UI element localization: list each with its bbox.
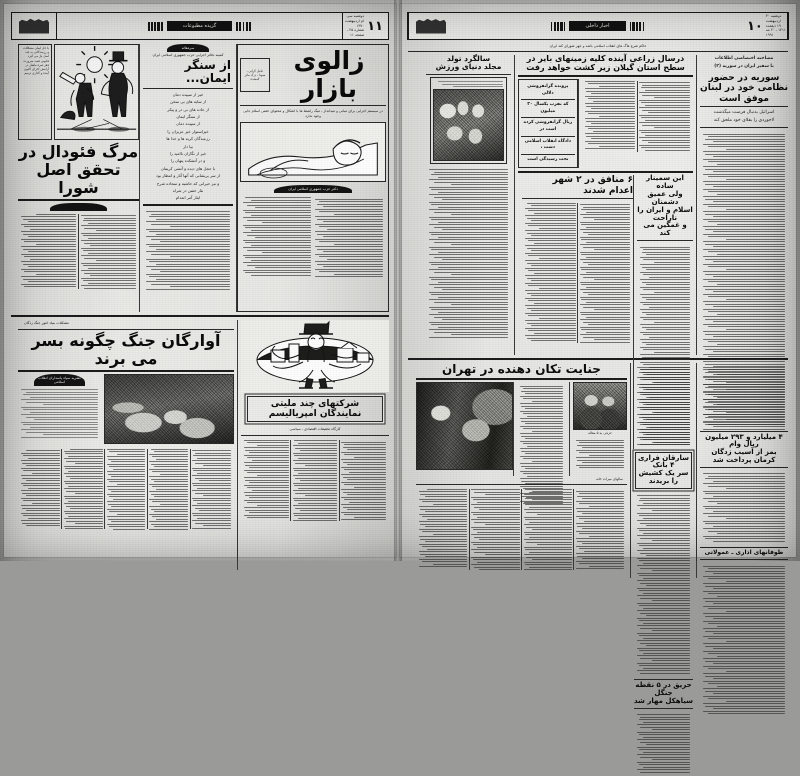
editorial-body-text [143,208,233,294]
anniversary-body-text [426,166,511,342]
refugees-headline: آوارگان جنگ چگونه بسر می برند [31,331,221,368]
loan-body-text [700,470,788,546]
left-masthead [11,12,389,40]
left-bottom-block [11,320,389,570]
fire-body-text [634,711,693,776]
barcode-left-icon [551,22,566,31]
right-top-strip-note: حاکم شرع هاگ های انقلاب اسلامی باشد و جهر شورای کند ایران [408,43,788,52]
misc-headline: طوفانهای اداری ـ عمولاتی [704,549,784,557]
loan-headline-1: ۴ میلیارد و ۲۹۳ میلیون ریال وام [705,432,783,449]
right-page [400,4,796,705]
right-logo [408,13,453,39]
right-top-block [408,55,788,355]
right-date-line-2: ۱۹ ذیقعده ۱۴۱۱ ـ ۲۰ مه ۱۹۹۱ [765,23,786,38]
poem-line: و نیز حیرانی که حاشیه و سجاده شرح [156,180,220,186]
right-banner-label: اخبار داخلی [569,21,625,31]
refugees-lead-text [18,386,101,442]
feudal-body-text [18,212,139,292]
zaloo-deck: در سیستم اجرایی برای مبانی و میدانداز ـ میگ راهبط ها با اشکال و محتوای خفتی اسلام جایی وجود ندارد [243,109,383,119]
poem-line: از سپیده دمان [176,121,200,127]
syria-headline: سوریه در حضور نظامی خود در لبنان موفق است [700,73,788,104]
boxed-news-line: پرونده گرانفروشی دلالی [521,82,575,100]
right-page-number: ۱۰ [747,18,763,34]
boxed-news-line: دادگاه انقلاب اسلامی دشت ، [521,137,575,155]
page-gutter [394,0,402,561]
boxed-news-line: تحت رسیدگی است [527,156,569,162]
right-page-number-block [742,13,788,39]
multinational-headline-1: شرکتهای چند ملیتی [270,399,360,409]
zaloo-body-text [240,195,386,309]
misc-body-text [700,562,788,718]
uncle-sam-octopus-cartoon [241,320,389,392]
left-logo [12,13,57,39]
poem-line: از سنگر ایمان [176,114,200,120]
refugees-kicker: مشکلات بنیاد امور جنگ زدگان [24,321,69,325]
boxed-news-line: که نفرب یکسال ۳۰ میلیون [521,100,575,118]
ettelaat-logo-icon [416,19,446,34]
seminar-headline-1: این سمینار ساده [646,174,684,191]
barcode-right-icon [148,22,163,31]
poem-line: از سایه های بی سخن [170,99,206,105]
seminar-headline-3: اسلام و ایران را ناراحت [637,205,693,222]
zaloo-bazar-headline: زالوی بازار [293,46,365,103]
right-bottom-block [408,362,788,705]
multinational-article [237,320,389,570]
suspects-caption: حرفی به ۵ مقاله [588,431,612,436]
left-editorial-column [139,44,237,312]
poem-line: نثار خفتن در شراه [172,187,204,193]
right-bottom-sidebar [696,363,788,578]
left-page [4,4,396,557]
crime-photo-caption: سالهای میراث خانه [595,477,623,482]
anniversary-article [426,55,514,355]
poem-line: رزمندگان کربه ها و خدا ها [166,136,210,142]
seminar-headline-4: و غمگین می کند [643,221,687,238]
syria-deck-1: اسرائیل بدنبال فرصت میگذشت [713,109,775,115]
ettelaat-logo-icon [19,19,49,34]
gilan-headline: درسال زراعی آینده کلیه زمینهای بایر در سطح استان گیلان زیر کشت خواهد رفت [526,54,685,72]
cartoon-caption: با حل ایمان مشکلات و رزمندگانی به چند اصل باز می گیرد قانونی قصد ضرورت فقر ثمره ماهیار در آرامش اجرای اکنون آینده و گذاری ترمیم [23,46,49,76]
robbery-intro-text [634,363,693,449]
left-cartoon-column [18,44,139,312]
left-page-number-block [342,13,388,39]
left-date-line-1: دوشنبه سی ام اردیبهشت ۱۳۷۰ [344,13,365,28]
zaloo-side-note: عامل گرانی ـ سودا ـ درک ماتر گمشده [244,68,266,82]
feudal-source-chip [50,203,107,211]
refugees-source-chip: نشریه سپاه پاسداران انقلاب اسلامی [34,374,85,386]
refugees-article [18,320,237,570]
fire-headline-1: حریق در ۵ نقطه جنگل [635,681,692,698]
robbery-headline-1: سارقان فراری ۴ بانک [638,453,689,470]
suspects-portrait-photo [573,382,627,430]
execution-headline-1: ۶ منافق در ۲ شهر [552,175,633,186]
multinational-headline-2: نمایندگان امپریالیسم [268,409,362,420]
left-lead-column [237,44,389,312]
execution-headline-2: اعدام شدند [583,185,633,196]
poem-line: از سر پریشانی که آنها آثار و انتظار بود [156,173,220,179]
anniversary-line-2: مجلد دنیای ورزش [435,62,502,72]
editorial-poem [143,91,233,202]
group-portrait-photo [433,89,504,161]
multinational-kicker: کارگاه تحقیقات اقتصادی ـ سیاسی [289,427,341,432]
feudal-headline: مرگ فئودال در تحقق اصل شورا [18,142,139,197]
syria-interview-article [696,55,788,355]
robbery-headline-2: سر یک کشیش را بریدند [638,469,689,486]
poem-line: خیزاستوار خیز عزیزان را [167,128,209,134]
barcode-left-icon [236,22,251,31]
execution-body-text [522,201,633,346]
poem-line: بپا دار [183,143,193,149]
suspects-text [573,436,627,472]
hospital-patient-illustration [240,122,386,182]
left-banner-label: گزیده مطبوعات [167,21,232,31]
poem-line: با حجل های دیده و آتشی کریمان [160,165,216,171]
right-masthead [407,12,789,40]
editorial-headline: از سنگر ایمان... [184,58,231,86]
crime-article [416,363,630,578]
refugee-camp-photo [104,374,234,444]
anniversary-line-1: سالگرد تولد [446,54,491,64]
left-banner [57,21,342,31]
fire-headline-2: سیاهکل مهار شد [634,697,693,705]
loan-headline-2: بمز از آسیب زدگان کرمان پرداخت شد [711,448,777,465]
poem-line: ایثار آمر انعدام [175,195,201,201]
syria-deck-2: لاجوردی را بقلای خود ملحق کند [713,118,775,123]
political-cartoon-sun-soldier [54,44,139,140]
refugees-body-text [18,447,234,531]
boxed-news-line: ریال گرانفروشی کرده است در [521,118,575,136]
syria-kicker-1: مصاحبه اختصاصی اطلاعات [714,56,774,62]
multinational-body-text [241,438,389,523]
barcode-right-icon [630,22,645,31]
editorial-kicker: کمیته دفاتر اجرایی حزب جمهوری اسلامی ایران [152,53,224,57]
poem-line: خیز از نگاران ناامید را [169,151,207,157]
poem-line: و در آتشکده پنهان را [170,158,206,164]
left-top-block [11,44,389,312]
zaloo-source-chip: دکتر حزب جمهوری اسلامی ایران [274,185,352,193]
syria-kicker-2: با سفیر ایران در سوریه (۲) [714,64,774,70]
gilan-body-text [582,79,693,154]
anniversary-caption-lines [433,81,504,87]
poem-line: از جاده های بی در و پیکر [167,106,209,112]
right-banner [453,21,742,31]
poem-line: خیز از سپیده دمان [172,91,204,97]
robbery-body-text [634,492,693,678]
crime-scene-photo [416,382,513,470]
left-date-line-2: شماره ۲۵ ـ صفحه ۱۱ [347,28,365,38]
gilan-article [514,55,696,355]
seminar-headline-2: ولی عمیق دشمنان [647,190,683,206]
cartoon-caption-box [18,44,52,140]
crime-headline: جنایت تکان دهنده در تهران [442,362,601,377]
left-page-number: ۱۱ [367,18,383,34]
bank-robbery-story [630,363,696,705]
right-date-line-1: دوشنبه ۳۰ اردیبهشت [765,13,782,23]
editorial-chip: سرمقاله [167,44,209,52]
